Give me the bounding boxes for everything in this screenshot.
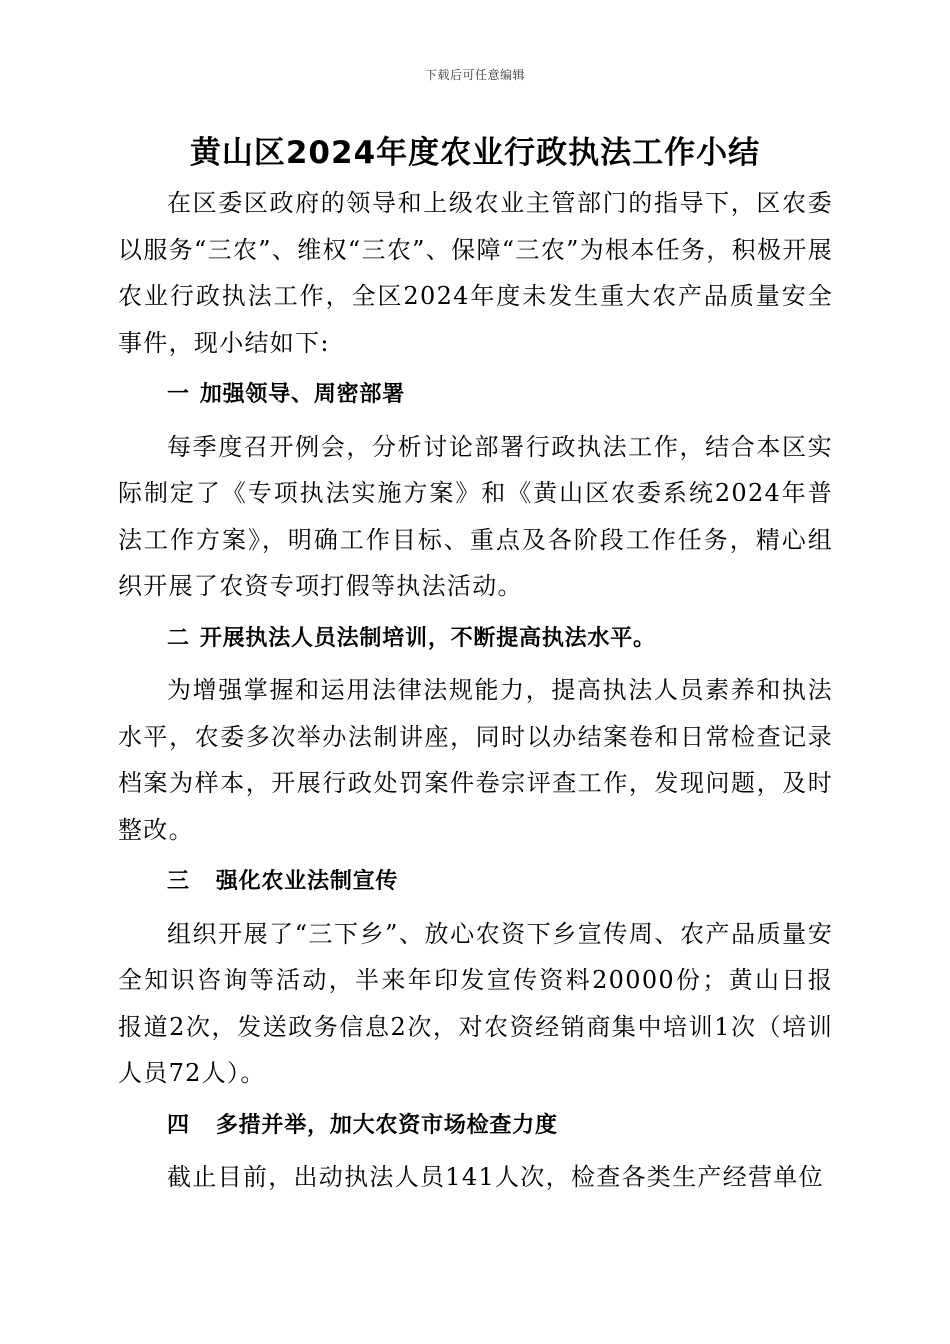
document-title: 黄山区2024年度农业行政执法工作小结	[189, 135, 761, 171]
section-2-heading	[118, 616, 833, 663]
section-3-number: 三	[167, 869, 190, 894]
section-1-paragraph: 每季度召开例会，分析讨论部署行政执法工作，结合本区实际制定了《专项执法实施方案》和《黄山区农委系统2024年普法工作方案》，明确工作目标、重点及各阶段工作任务，精心组织开展了农资专项打假等执法活动。	[118, 432, 833, 600]
section-4-paragraph: 截止目前，出动执法人员141人次，检查各类生产经营单位	[167, 1163, 824, 1191]
section-2-number: 二	[167, 625, 190, 651]
section-2-paragraph: 为增强掌握和运用法律法规能力，提高执法人员素养和执法水平，农委多次举办法制讲座，同时以办结案卷和日常检查记录档案为样本，开展行政处罚案件卷宗评查工作，发现问题，及时整改。	[118, 676, 833, 844]
section-4-number: 四	[167, 1112, 190, 1138]
section-1-title: 加强领导、周密部署	[199, 382, 406, 407]
section-3-paragraph: 组织开展了“三下乡”、放心农资下乡宣传周、农产品质量安全知识咨询等活动，半来年印发宣传资料20000份；黄山日报报道2次，发送政务信息2次，对农资经销商集中培训1次（培训人员72人）。	[118, 919, 833, 1087]
section-4-title: 多措并举，加大农资市场检查力度	[215, 1112, 558, 1138]
section-2-title: 开展执法人员法制培训，不断提高执法水平。	[199, 625, 656, 651]
section-4-heading	[118, 1103, 833, 1150]
section-1-heading	[118, 372, 833, 419]
section-3-heading	[118, 859, 833, 906]
document-body	[118, 180, 833, 1201]
section-1-number: 一	[167, 382, 190, 407]
header-note: 下载后可任意编辑	[424, 68, 525, 82]
intro-paragraph: 在区委区政府的领导和上级农业主管部门的指导下，区农委以服务“三农”、维权“三农”、保障“三农”为根本任务，积极开展农业行政执法工作，全区2024年度未发生重大农产品质量安全事件，现小结如下:	[118, 189, 833, 357]
section-3-title: 强化农业法制宣传	[215, 869, 399, 894]
